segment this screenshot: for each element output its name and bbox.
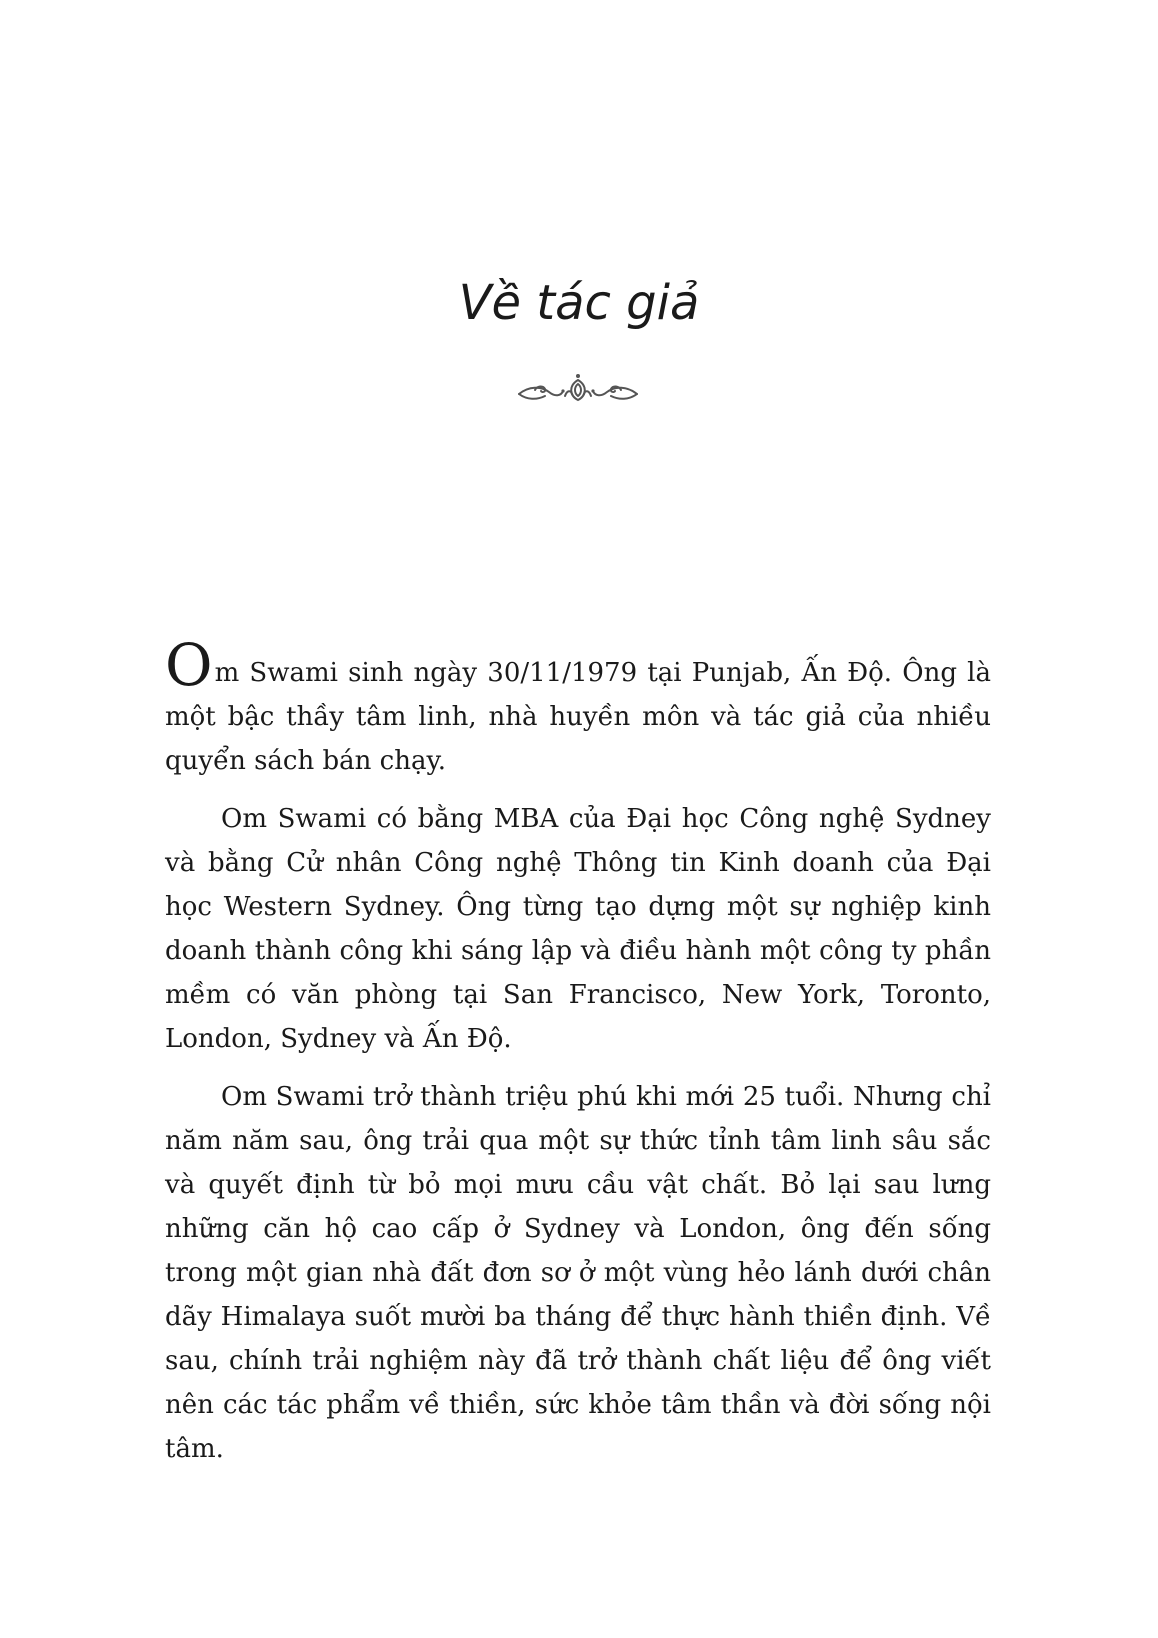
drop-cap: O <box>165 631 213 699</box>
paragraph-1 <box>165 631 991 783</box>
author-bio <box>165 631 991 1485</box>
paragraph-3: Om Swami trở thành triệu phú khi mới 25 tuổi. Nhưng chỉ năm năm sau, ông trải qua một sự thức tỉnh tâm linh sâu sắc và quyết định từ bỏ mọi mưu cầu vật chất. Bỏ lại sau lưng những căn hộ cao cấp ở Sydney và London, ông đến sống trong một gian nhà đất đơn sơ ở một vùng hẻo lánh dưới chân dãy Himalaya suốt mười ba tháng để thực hành thiền định. Về sau, chính trải nghiệm này đã trở thành chất liệu để ông viết nên các tác phẩm về thiền, sức khỏe tâm thần và đời sống nội tâm. <box>165 1082 991 1464</box>
paragraph-2: Om Swami có bằng MBA của Đại học Công nghệ Sydney và bằng Cử nhân Công nghệ Thông tin Kinh doanh của Đại học Western Sydney. Ông từng tạo dựng một sự nghiệp kinh doanh thành công khi sáng lập và điều hành một công ty phần mềm có văn phòng tại San Francisco, New York, Toronto, London, Sydney và Ấn Độ. <box>165 804 991 1054</box>
paragraph-1-text: m Swami sinh ngày 30/11/1979 tại Punjab, Ấn Độ. Ông là một bậc thầy tâm linh, nhà huyền môn và tác giả của nhiều quyển sách bán chạy. <box>165 658 991 776</box>
chapter-title: Về tác giả <box>458 275 700 331</box>
floral-divider-icon <box>515 372 641 408</box>
